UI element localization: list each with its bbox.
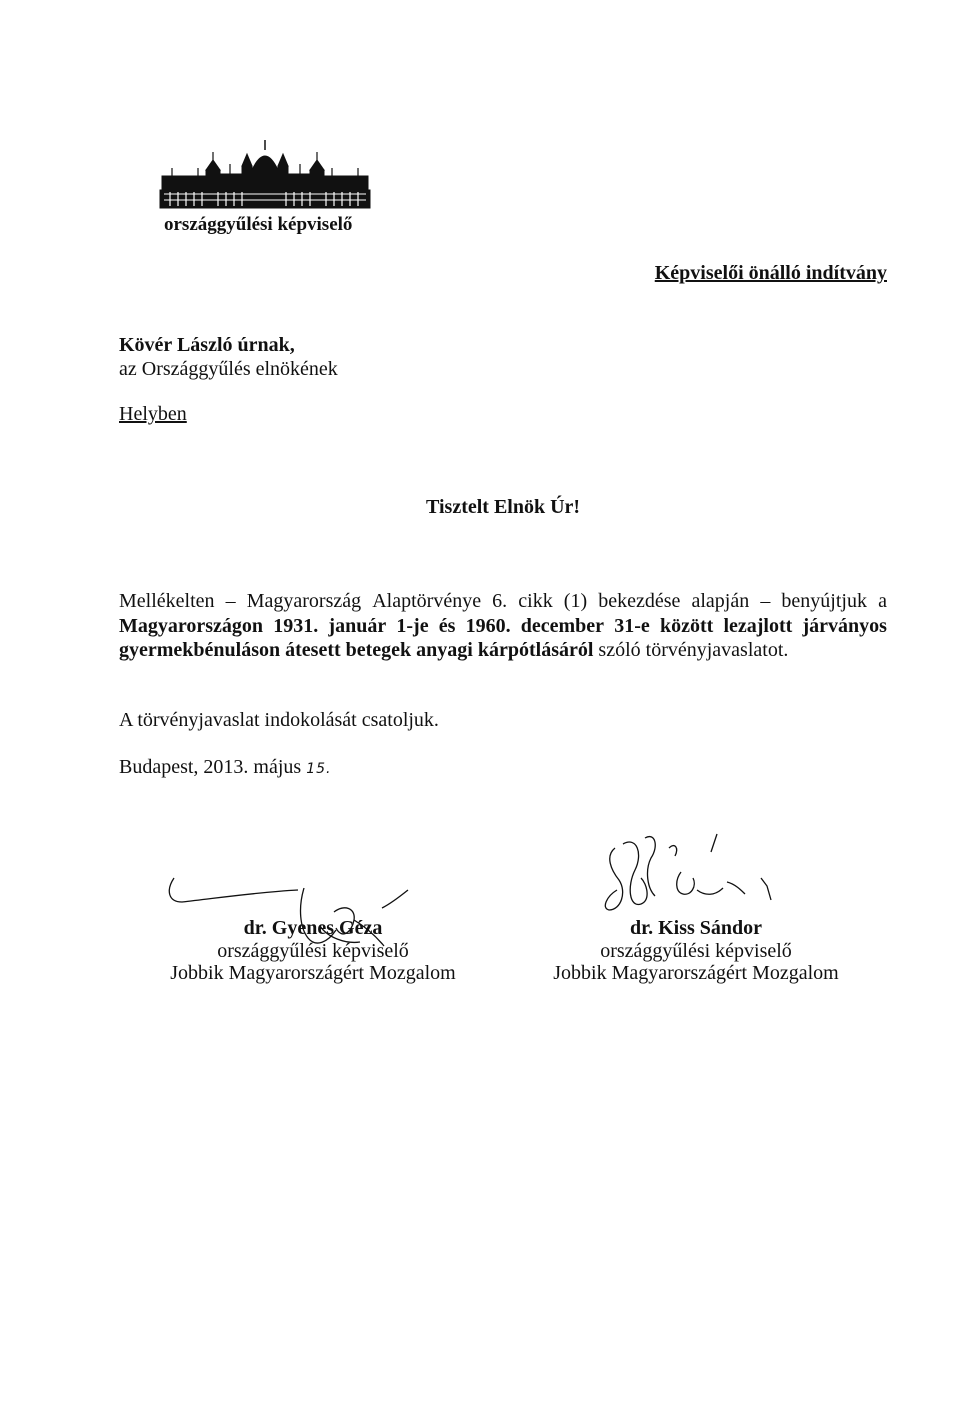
signatory-title: országgyűlési képviselő — [600, 939, 792, 962]
document-type: Képviselői önálló indítvány — [654, 262, 887, 284]
signatory-title: országgyűlési képviselő — [217, 939, 409, 962]
addressee-title: az Országgyűlés elnökének — [119, 358, 338, 380]
parliament-building-icon — [158, 140, 372, 210]
signatory-party: Jobbik Magyarországért Mozgalom — [553, 962, 839, 984]
handwritten-day: 15. — [306, 761, 332, 777]
paragraph-line-3: gyermekbénuláson átesett betegek anyagi kárpótlásáról szóló törvényjavaslatot. — [119, 639, 789, 661]
dateline: Budapest, 2013. május 15. — [119, 756, 332, 778]
signatory-left — [155, 917, 471, 985]
paragraph-justification: A törvényjavaslat indokolását csatoljuk. — [119, 709, 439, 731]
paragraph-line-1: Mellékelten – Magyarország Alaptörvénye 6. cikk (1) bekezdése alapján – benyújtjuk a — [119, 590, 887, 612]
signatory-name: dr. Gyenes Géza — [243, 917, 383, 939]
signatory-party: Jobbik Magyarországért Mozgalom — [170, 962, 456, 984]
salutation: Tisztelt Elnök Úr! — [426, 496, 581, 518]
signatory-right — [538, 917, 854, 985]
header-title: országgyűlési képviselő — [164, 214, 353, 235]
addressee-name: Kövér László úrnak, — [119, 334, 295, 356]
paragraph-line-2: Magyarországon 1931. január 1-je és 1960. december 31-e között lezajlott járványos — [119, 614, 887, 637]
addressee-place: Helyben — [119, 403, 187, 425]
paragraph-main — [119, 589, 887, 663]
signatory-name: dr. Kiss Sándor — [629, 917, 763, 939]
